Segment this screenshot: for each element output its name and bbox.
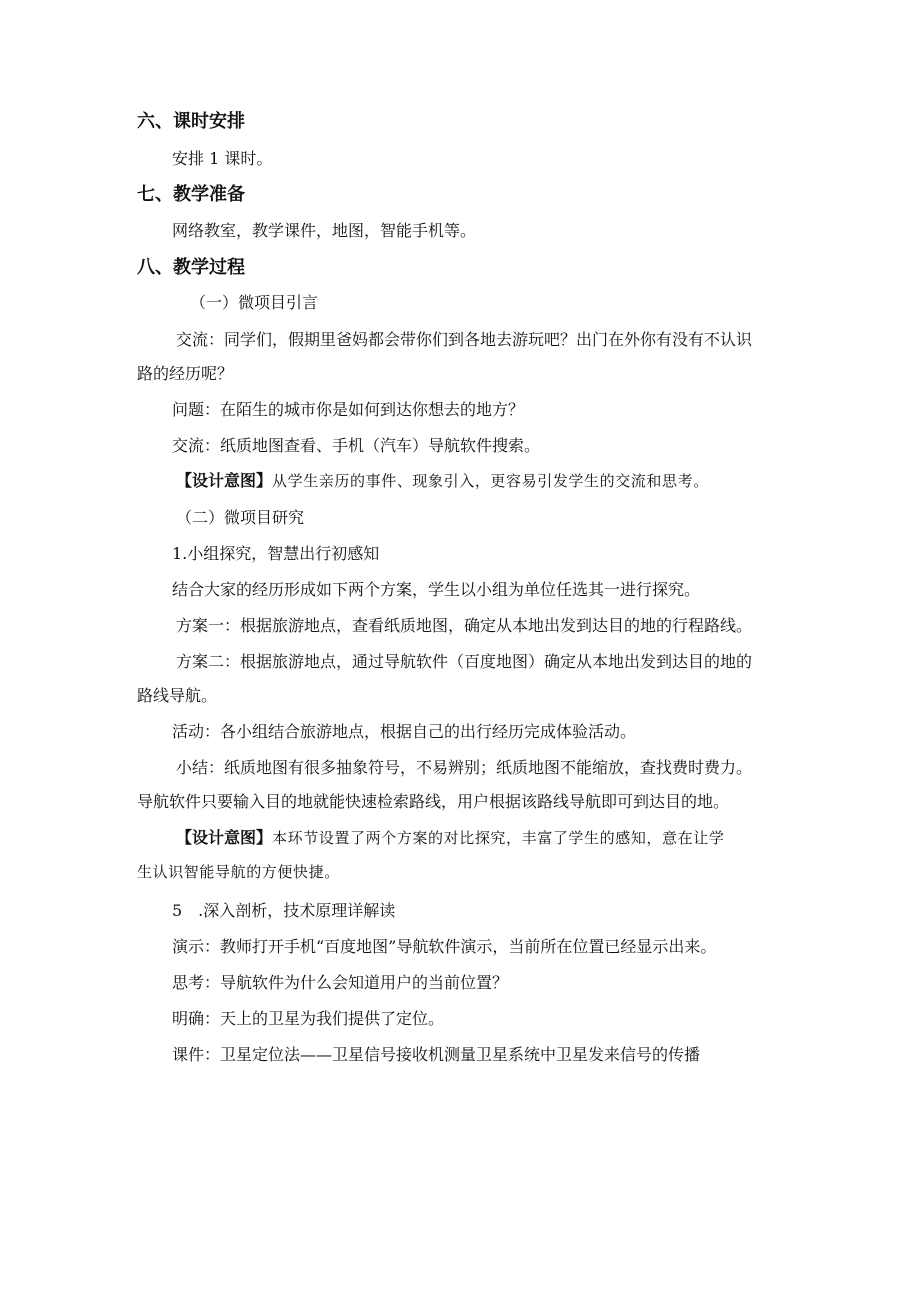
paragraph-intro: 结合大家的经历形成如下两个方案，学生以小组为单位任选其一进行探究。 — [172, 580, 701, 599]
subheading-deep-analysis: 5 .深入剖析，技术原理详解读 — [172, 901, 396, 920]
paragraph-courseware: 课件：卫星定位法——卫星信号接收机测量卫星系统中卫星发来信号的传播 — [172, 1045, 701, 1064]
section-body-preparation: 网络教室，教学课件，地图，智能手机等。 — [172, 221, 477, 240]
paragraph-exchange-1a: 交流：同学们，假期里爸妈都会带你们到各地去游玩吧？出门在外你有没有不认识 — [176, 330, 753, 349]
paragraph-plan-1: 方案一：根据旅游地点，查看纸质地图，确定从本地出发到达目的地的行程路线。 — [176, 616, 753, 635]
paragraph-demo: 演示：教师打开手机“百度地图”导航软件演示，当前所在位置已经显示出来。 — [172, 937, 717, 956]
subheading-group-exploration: 1.小组探究，智慧出行初感知 — [172, 544, 380, 563]
design-intent-text: 从学生亲历的事件、现象引入，更容易引发学生的交流和思考。 — [272, 472, 709, 490]
paragraph-think: 思考：导航软件为什么会知道用户的当前位置？ — [172, 973, 509, 992]
subsection-heading-research: （二）微项目研究 — [176, 508, 305, 527]
paragraph-question: 问题：在陌生的城市你是如何到达你想去的地方？ — [172, 400, 525, 419]
paragraph-clarify: 明确：天上的卫星为我们提供了定位。 — [172, 1009, 445, 1028]
design-intent-2b: 生认识智能导航的方便快捷。 — [137, 863, 340, 881]
paragraph-summary-a: 小结：纸质地图有很多抽象符号，不易辨别；纸质地图不能缩放，查找费时费力。 — [176, 758, 753, 777]
paragraph-plan-2a: 方案二：根据旅游地点，通过导航软件（百度地图）确定从本地出发到达目的地的 — [176, 652, 753, 671]
paragraph-plan-2b: 路线导航。 — [137, 686, 218, 705]
paragraph-exchange-2: 交流：纸质地图查看、手机（汽车）导航软件搜索。 — [172, 436, 541, 455]
section-body-schedule: 安排 1 课时。 — [172, 149, 273, 168]
design-intent-1 — [176, 471, 709, 491]
subsection-heading-intro: （一）微项目引言 — [190, 293, 319, 312]
paragraph-summary-b: 导航软件只要输入目的地就能快速检索路线，用户根据该路线导航即可到达目的地。 — [137, 792, 730, 811]
section-title-process: 八、教学过程 — [137, 257, 245, 278]
design-intent-tag: 【设计意图】 — [176, 471, 273, 490]
section-title-schedule: 六、课时安排 — [137, 111, 245, 132]
section-title-preparation: 七、教学准备 — [137, 184, 245, 205]
design-intent-2a — [176, 828, 724, 848]
paragraph-activity: 活动：各小组结合旅游地点，根据自己的出行经历完成体验活动。 — [172, 722, 637, 741]
design-intent-tag: 【设计意图】 — [176, 828, 273, 847]
paragraph-exchange-1b: 路的经历呢？ — [137, 364, 234, 383]
design-intent-text: 本环节设置了两个方案的对比探究，丰富了学生的感知，意在让学 — [272, 829, 725, 847]
